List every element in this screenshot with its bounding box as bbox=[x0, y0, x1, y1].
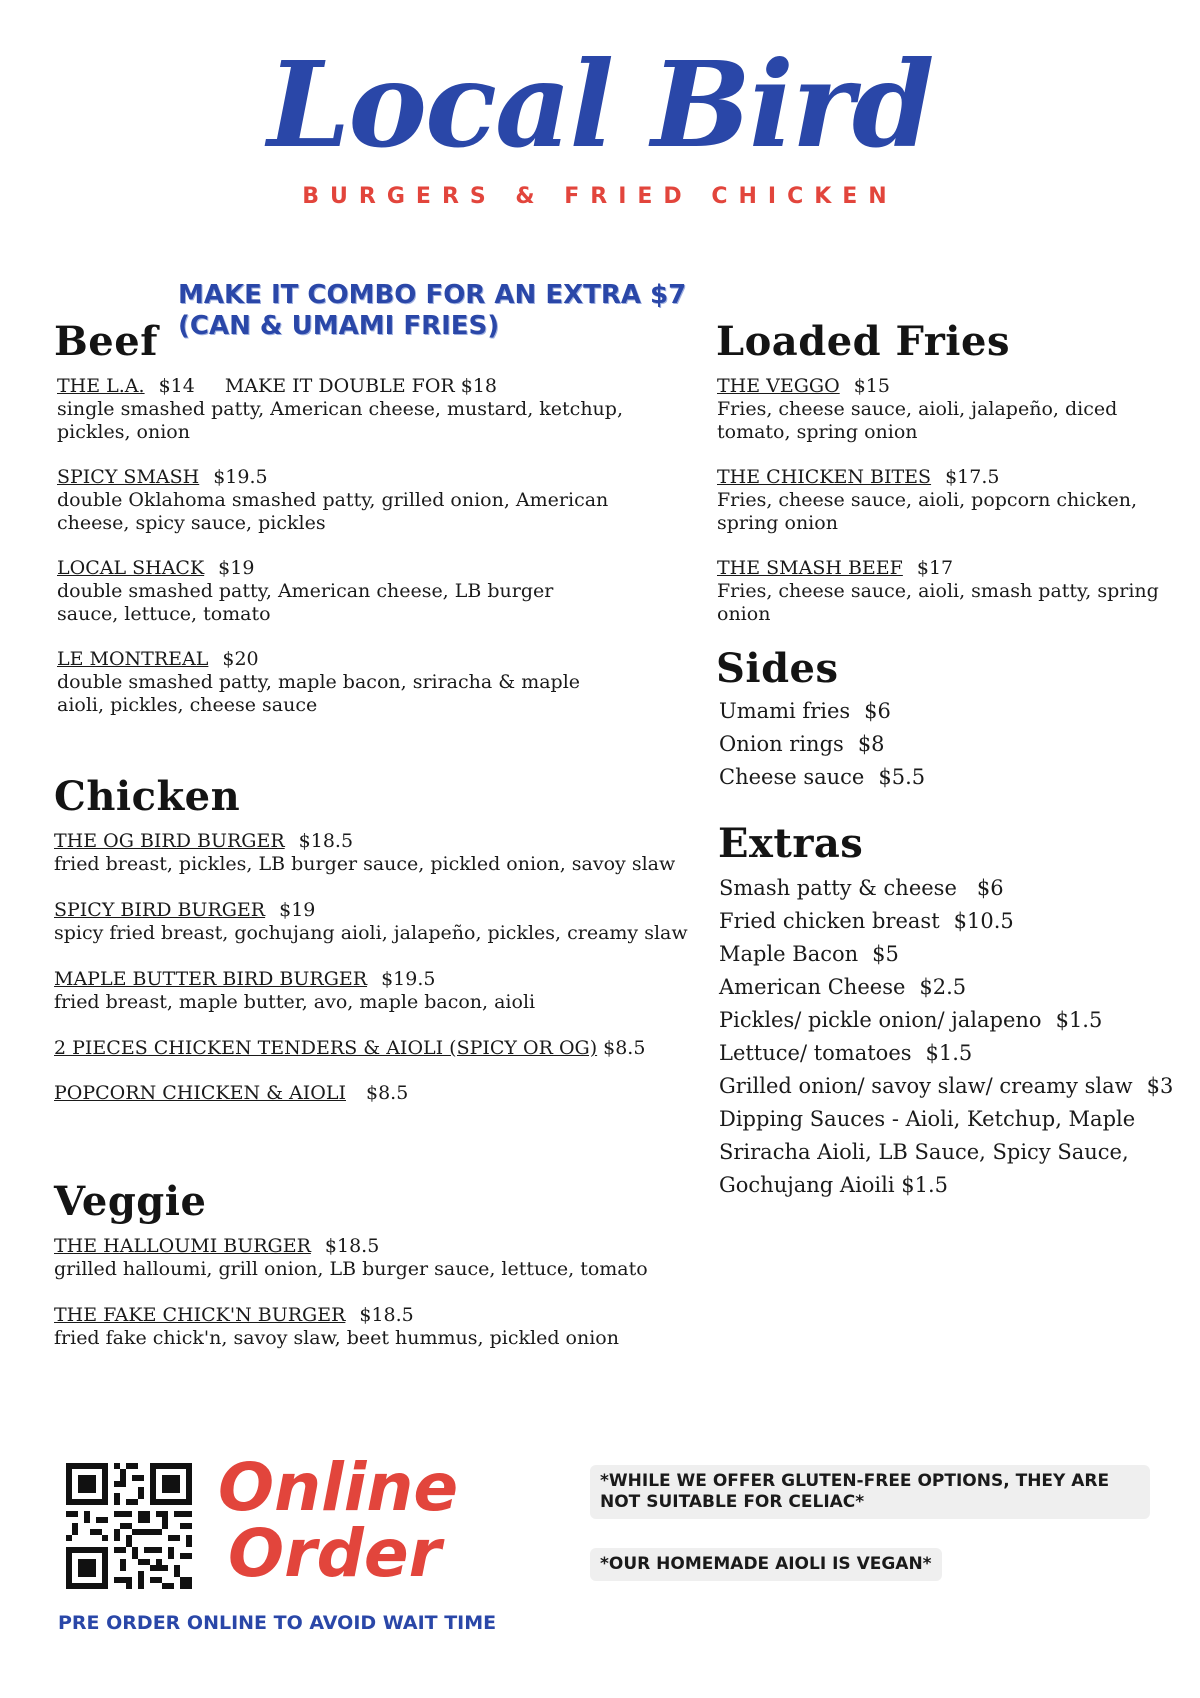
logo bbox=[0, 35, 1200, 209]
item-name: Smash patty & cheese bbox=[719, 876, 957, 900]
menu-item bbox=[54, 968, 694, 1014]
item-name: THE L.A. bbox=[57, 375, 145, 397]
list-item bbox=[719, 763, 925, 791]
item-price: $5.5 bbox=[878, 765, 926, 789]
combo-banner bbox=[178, 280, 686, 342]
item-desc: double smashed patty, maple bacon, sriracha & maple aioli, pickles, cheese sauce bbox=[57, 671, 581, 716]
item-desc: fried breast, maple butter, avo, maple bacon, aioli bbox=[54, 991, 536, 1013]
item-price: $8.5 bbox=[603, 1037, 646, 1059]
menu-item bbox=[717, 375, 1187, 444]
item-price: $18.5 bbox=[324, 1235, 380, 1257]
section-title-sides: Sides bbox=[716, 645, 839, 692]
list-item bbox=[719, 973, 966, 1001]
section-title-extras: Extras bbox=[718, 820, 864, 867]
combo-line-2: (CAN & UMAMI FRIES) bbox=[178, 311, 500, 341]
item-name: SPICY BIRD BURGER bbox=[54, 899, 266, 921]
item-name: THE VEGGO bbox=[717, 375, 840, 397]
item-name: Umami fries bbox=[719, 699, 851, 723]
item-name: American Cheese bbox=[719, 975, 906, 999]
item-name: Cheese sauce bbox=[719, 765, 865, 789]
item-name: THE HALLOUMI BURGER bbox=[54, 1235, 311, 1257]
list-item bbox=[719, 907, 1014, 935]
aioli-vegan-note: *OUR HOMEMADE AIOLI IS VEGAN* bbox=[590, 1548, 942, 1581]
item-desc: double smashed patty, American cheese, LB burger sauce, lettuce, tomato bbox=[57, 580, 554, 625]
item-desc: single smashed patty, American cheese, mustard, ketchup, pickles, onion bbox=[57, 398, 623, 443]
item-price: $14 bbox=[158, 375, 195, 397]
item-name: THE FAKE CHICK'N BURGER bbox=[54, 1304, 346, 1326]
gluten-free-note: *WHILE WE OFFER GLUTEN-FREE OPTIONS, THEY ARE NOT SUITABLE FOR CELIAC* bbox=[590, 1465, 1150, 1519]
item-price: $6 bbox=[976, 876, 1004, 900]
menu-item bbox=[57, 648, 617, 717]
item-price: $3 bbox=[1146, 1074, 1174, 1098]
list-item bbox=[719, 1039, 972, 1067]
item-name: SPICY SMASH bbox=[57, 466, 200, 488]
item-name: LOCAL SHACK bbox=[57, 557, 205, 579]
item-name: Maple Bacon bbox=[719, 942, 859, 966]
item-name: Lettuce/ tomatoes bbox=[719, 1041, 912, 1065]
item-desc: Fries, cheese sauce, aioli, jalapeño, diced tomato, spring onion bbox=[717, 398, 1118, 443]
item-price: $8 bbox=[857, 732, 885, 756]
item-price: $15 bbox=[853, 375, 890, 397]
section-title-veggie: Veggie bbox=[54, 1178, 207, 1225]
menu-item bbox=[54, 1082, 694, 1105]
item-extra: MAKE IT DOUBLE FOR $18 bbox=[224, 375, 498, 397]
item-name: THE SMASH BEEF bbox=[717, 557, 903, 579]
item-name: LE MONTREAL bbox=[57, 648, 209, 670]
item-name: Pickles/ pickle onion/ jalapeno bbox=[719, 1008, 1042, 1032]
item-desc: spicy fried breast, gochujang aioli, jalapeño, pickles, creamy slaw bbox=[54, 922, 688, 944]
menu-item bbox=[54, 830, 694, 876]
item-price: $17.5 bbox=[945, 466, 1000, 488]
item-price: $19 bbox=[218, 557, 255, 579]
list-item bbox=[719, 730, 885, 758]
menu-item bbox=[54, 899, 714, 945]
item-price: $1.5 bbox=[1055, 1008, 1103, 1032]
combo-line-1: MAKE IT COMBO FOR AN EXTRA $7 bbox=[178, 280, 687, 310]
list-item bbox=[719, 1006, 1102, 1034]
menu-item bbox=[57, 466, 617, 535]
item-name: Grilled onion/ savoy slaw/ creamy slaw bbox=[719, 1074, 1133, 1098]
item-desc: grilled halloumi, grill onion, LB burger sauce, lettuce, tomato bbox=[54, 1258, 648, 1280]
item-price: $19.5 bbox=[213, 466, 268, 488]
item-name: Fried chicken breast bbox=[719, 909, 940, 933]
item-name: THE CHICKEN BITES bbox=[717, 466, 932, 488]
dipping-sauces-line-1: Dipping Sauces - Aioli, Ketchup, Maple bbox=[719, 1107, 1136, 1131]
item-price: $19.5 bbox=[381, 968, 436, 990]
section-title-chicken: Chicken bbox=[54, 773, 241, 820]
item-name: Onion rings bbox=[719, 732, 844, 756]
item-name: THE OG BIRD BURGER bbox=[54, 830, 285, 852]
section-title-loaded-fries: Loaded Fries bbox=[716, 318, 1010, 365]
item-price: $20 bbox=[222, 648, 259, 670]
item-price: $19 bbox=[279, 899, 316, 921]
qr-code-icon[interactable] bbox=[66, 1463, 192, 1589]
online-order-heading[interactable] bbox=[218, 1449, 459, 1592]
item-price: $8.5 bbox=[366, 1082, 409, 1104]
item-name: MAPLE BUTTER BIRD BURGER bbox=[54, 968, 368, 990]
item-desc: Fries, cheese sauce, aioli, smash patty, spring onion bbox=[717, 580, 1159, 625]
item-desc: fried breast, pickles, LB burger sauce, pickled onion, savoy slaw bbox=[54, 853, 676, 875]
menu-item bbox=[57, 557, 617, 626]
item-price: $17 bbox=[916, 557, 954, 579]
online-order-line-2: Order bbox=[228, 1515, 442, 1592]
preorder-text: PRE ORDER ONLINE TO AVOID WAIT TIME bbox=[58, 1612, 497, 1634]
list-item bbox=[719, 940, 899, 968]
item-desc: fried fake chick'n, savoy slaw, beet hummus, pickled onion bbox=[54, 1327, 619, 1349]
list-item bbox=[719, 697, 891, 725]
section-title-beef: Beef bbox=[54, 318, 158, 365]
menu-item bbox=[54, 1235, 694, 1281]
item-name: 2 PIECES CHICKEN TENDERS & AIOLI (SPICY OR OG) bbox=[54, 1037, 598, 1059]
item-price: $1.5 bbox=[925, 1041, 973, 1065]
online-order-line-1: Online bbox=[218, 1449, 459, 1526]
item-price: $2.5 bbox=[919, 975, 967, 999]
menu-item bbox=[54, 1037, 714, 1060]
item-price: $6 bbox=[864, 699, 891, 723]
item-price: $18.5 bbox=[359, 1304, 414, 1326]
logo-tagline: BURGERS & FRIED CHICKEN bbox=[302, 184, 898, 209]
item-price: $18.5 bbox=[298, 830, 354, 852]
dipping-sauces-line-3: Gochujang Aioili $1.5 bbox=[719, 1173, 949, 1197]
logo-text: Local Bird bbox=[267, 35, 933, 174]
item-price: $5 bbox=[872, 942, 899, 966]
menu-item bbox=[57, 375, 657, 444]
menu-item bbox=[717, 557, 1167, 626]
item-desc: double Oklahoma smashed patty, grilled onion, American cheese, spicy sauce, pickles bbox=[57, 489, 609, 534]
item-price: $10.5 bbox=[953, 909, 1014, 933]
list-item bbox=[719, 1072, 1173, 1100]
dipping-sauces-line-2: Sriracha Aioli, LB Sauce, Spicy Sauce, bbox=[719, 1140, 1129, 1164]
menu-item bbox=[717, 466, 1187, 535]
item-name: POPCORN CHICKEN & AIOLI bbox=[54, 1082, 346, 1104]
menu-item bbox=[54, 1304, 694, 1350]
list-item bbox=[719, 874, 1004, 902]
item-desc: Fries, cheese sauce, aioli, popcorn chicken, spring onion bbox=[717, 489, 1138, 534]
